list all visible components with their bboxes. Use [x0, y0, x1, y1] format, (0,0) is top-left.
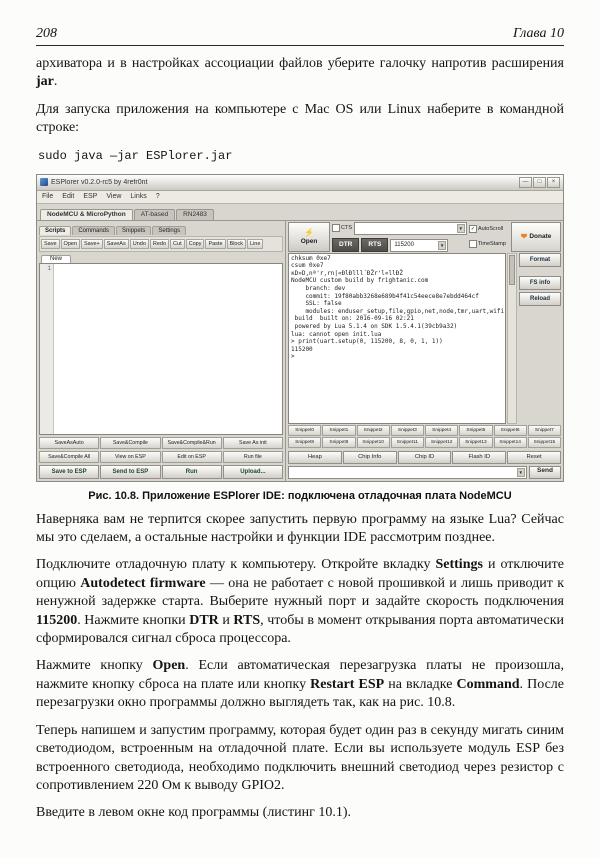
snippet-button[interactable]: Snippet15: [528, 437, 561, 448]
snippet-button[interactable]: Snippet8: [288, 437, 321, 448]
toolbar-button[interactable]: Copy: [186, 239, 205, 249]
terminal-line: ĸD»D,nª'r,rn|«ÐlÐlll´ÐŽr'l«llÐŽ: [291, 269, 403, 277]
scrollbar-thumb[interactable]: [509, 255, 515, 285]
snippet-button[interactable]: Snippet3: [391, 425, 424, 436]
window-control-button[interactable]: □: [533, 177, 546, 188]
text: Введите в левом окне код программы (листинг 10.1).: [36, 805, 352, 821]
terminal-line: powered by Lua 5.1.4 on SDK 1.5.4.1(39cb9a32): [291, 322, 458, 330]
send-row: [288, 466, 561, 479]
chevron-down-icon: ▼: [518, 469, 523, 475]
text: архиватора и в настройках ассоциации файлов уберите галочку напротив расширения: [36, 56, 564, 71]
terminal-line: csum 0xe7: [291, 262, 324, 270]
snippet-button[interactable]: Snippet4: [425, 425, 458, 436]
snippet-button[interactable]: Snippet0: [288, 425, 321, 436]
reload-button[interactable]: Reload: [519, 292, 561, 306]
donate-label: Donate: [529, 233, 552, 241]
bold-text: RTS: [233, 612, 261, 628]
code-editor[interactable]: [39, 263, 283, 435]
paragraph-3: [36, 511, 564, 548]
timestamp-label: TimeStamp: [478, 241, 506, 248]
menu-item[interactable]: File: [42, 193, 54, 201]
tab-nodemcu-micropython[interactable]: NodeMCU & MicroPython: [40, 209, 133, 220]
snippet-button[interactable]: Snippet6: [494, 425, 527, 436]
text: — она не работает с новой прошивкой и лишь приводит к ненужной задержке старта. Выберите нужный порт и задайте скорость подключения: [36, 575, 565, 610]
snippet-button[interactable]: Snippet2: [357, 425, 390, 436]
tab-at-based[interactable]: AT-based: [134, 209, 175, 220]
toolbar-button[interactable]: Redo: [150, 239, 169, 249]
file-tab-new[interactable]: New: [41, 255, 71, 263]
terminal-line: SSL: false: [291, 300, 342, 308]
terminal-options: [469, 222, 509, 252]
autoscroll-label: AutoScroll: [478, 226, 504, 233]
script-button[interactable]: Save&Compile: [100, 437, 160, 449]
editor-subtabs: [39, 222, 283, 235]
bold-text: Command: [456, 676, 520, 692]
text: . После перезагрузки окно программы должно выглядеть так, как на рис. 10.8.: [36, 676, 564, 711]
bold-text: Settings: [435, 557, 483, 573]
text: Нажмите кнопку: [36, 658, 153, 674]
bold-text: DTR: [189, 612, 219, 628]
toolbar-button[interactable]: Save: [41, 239, 60, 249]
main-tabs: [37, 204, 563, 221]
script-button[interactable]: Run file: [223, 451, 283, 463]
action-button[interactable]: Run: [162, 465, 222, 479]
terminal-area: [288, 253, 561, 424]
autoscroll-checkbox[interactable]: [469, 225, 509, 233]
figure-caption: Рис. 10.8. Приложение ESPlorer IDE: подключена отладочная плата NodeMCU: [88, 489, 512, 502]
text: Теперь напишем и запустим программу, которая будет один раз в секунду мигать синим светодиодом, встроенным на отладочной плате. Если вы используете модуль ESP без встроенного светодиода, необходимо подключить внешний светодиод через резистор с сопротивлением 220 Ом к выводу GPIO2.: [36, 722, 564, 793]
bold-text: 115200: [36, 612, 78, 628]
script-button[interactable]: Save&Compile All: [39, 451, 99, 463]
bold-text: Autodetect firmware: [80, 575, 206, 591]
terminal-line: branch: dev: [291, 285, 346, 292]
text: . Если автоматическая перезагрузка платы не произошла, нажмите кнопку сброса на плате или кнопку: [36, 658, 565, 692]
open-port-button[interactable]: [288, 222, 330, 252]
action-button[interactable]: Send to ESP: [100, 465, 160, 479]
script-button[interactable]: Edit on ESP: [162, 451, 222, 463]
snippet-button[interactable]: Snippet5: [459, 425, 492, 436]
paragraph-5: [36, 657, 564, 712]
paragraph-7: [36, 804, 564, 822]
window-control-button[interactable]: —: [519, 177, 532, 188]
terminal-scrollbar[interactable]: [507, 253, 517, 424]
port-row: [332, 222, 467, 235]
serial-controls: [288, 222, 561, 252]
menu-item[interactable]: Edit: [62, 193, 75, 201]
chip-command-button[interactable]: Chip ID: [398, 451, 452, 464]
script-button[interactable]: Save&Compile&Run: [162, 437, 222, 449]
baud-select[interactable]: [390, 239, 448, 252]
chip-command-buttons: [288, 451, 561, 464]
text: на вкладке: [384, 676, 457, 692]
terminal-line: commit: 19f80abb3268e689b4f41c54eece8e7ebdd464cf: [291, 292, 479, 300]
chip-command-button[interactable]: Heap: [288, 451, 342, 464]
action-button[interactable]: Save to ESP: [39, 465, 99, 479]
tab-scripts[interactable]: Scripts: [39, 226, 71, 235]
autoscroll-checkbox-box: ✓: [470, 226, 476, 233]
edit-area[interactable]: [54, 264, 282, 434]
chevron-down-icon: ▼: [439, 242, 445, 248]
script-buttons-row-1: [39, 437, 283, 449]
terminal-line: chksum 0xe7: [291, 254, 331, 262]
terminal-line: > print(uart.setup(0, 115200, 8, 0, 1, 1)): [291, 338, 443, 346]
snippet-buttons-row-2: [288, 437, 561, 448]
menu-item[interactable]: View: [106, 193, 122, 201]
snippet-button[interactable]: Snippet12: [425, 437, 458, 448]
paragraph-6: [36, 722, 564, 796]
toolbar-button[interactable]: Block: [227, 239, 246, 249]
baud-row: [332, 239, 467, 252]
timestamp-checkbox[interactable]: [469, 240, 509, 248]
tab-settings[interactable]: Settings: [152, 226, 186, 235]
chapter-title: Глава 10: [513, 26, 564, 41]
snippet-button[interactable]: Snippet9: [322, 437, 355, 448]
text: .: [53, 74, 58, 90]
snippet-button[interactable]: Snippet10: [357, 437, 390, 448]
snippet-button[interactable]: Snippet14: [494, 437, 527, 448]
esplorer-window: [37, 175, 563, 481]
terminal-line: 115200: [291, 345, 313, 353]
editor-toolbar: [39, 236, 283, 252]
toolbar-button[interactable]: SaveAs: [104, 239, 129, 249]
rts-button[interactable]: RTS: [361, 238, 388, 252]
snippet-button[interactable]: Snippet13: [459, 437, 492, 448]
paragraph-4: [36, 556, 564, 648]
terminal-line: lua: cannot open init.lua: [291, 330, 382, 338]
terminal-pane: [286, 221, 563, 481]
page-number: 208: [36, 26, 57, 41]
snippet-button[interactable]: Snippet7: [528, 425, 561, 436]
format-button[interactable]: Format: [519, 253, 561, 267]
baud-select-value: 115200: [394, 242, 414, 249]
bold-text: jar: [36, 74, 54, 90]
side-gap: [519, 269, 561, 274]
chevron-down-icon: ▼: [458, 225, 463, 231]
snippet-button[interactable]: Snippet11: [391, 437, 424, 448]
action-button[interactable]: Upload...: [223, 465, 283, 479]
figure-screenshot: [36, 174, 564, 482]
heart-icon: ❤: [520, 232, 528, 242]
port-select[interactable]: [354, 222, 467, 235]
tab-snippets[interactable]: Snippets: [116, 226, 151, 235]
terminal-line: build built on: 2016-09-16 02:21: [291, 315, 414, 323]
tab-rn2483[interactable]: RN2483: [176, 209, 214, 220]
snippet-button[interactable]: Snippet1: [322, 425, 355, 436]
window-control-button[interactable]: ×: [547, 177, 560, 188]
text: , чтобы в момент открывания порта автоматически сформировался сигнал сброса процессора.: [36, 612, 564, 647]
text: и: [218, 612, 234, 628]
file-tabs: [39, 253, 283, 263]
menu-item[interactable]: Links: [130, 193, 147, 201]
send-button[interactable]: Send: [529, 466, 561, 479]
chip-command-button[interactable]: Reset: [507, 451, 561, 464]
window-controls: [518, 177, 560, 188]
toolbar-button[interactable]: Line: [247, 239, 263, 249]
editor-pane: [37, 221, 286, 481]
text: Для запуска приложения на компьютере с Mac OS или Linux наберите в командной строке:: [36, 101, 564, 136]
text: Подключите отладочную плату к компьютеру. Откройте вкладку: [36, 557, 436, 573]
terminal-side-buttons: [517, 253, 561, 424]
app-icon: [40, 178, 48, 186]
terminal-line: >: [291, 353, 299, 361]
bold-text: Restart ESP: [310, 676, 385, 692]
terminal-line: NodeMCU custom build by frightanic.com: [291, 277, 429, 285]
menu-item[interactable]: ESP: [83, 193, 98, 201]
dtr-button[interactable]: DTR: [332, 238, 359, 252]
open-port-label: Open: [300, 237, 318, 245]
terminal-line: modules: enduser_setup,file,gpio,net,node,tmr,uart,wifi: [291, 307, 505, 315]
script-buttons-row-2: [39, 451, 283, 463]
text: Наверняка вам не терпится скорее запустить первую программу на языке Lua? Сейчас мы это сделаем, а остальные настройки и функции IDE рассмотрим позднее.: [36, 511, 564, 546]
toolbar-button[interactable]: Save+: [81, 239, 103, 249]
line-number-gutter: 1: [40, 264, 54, 434]
script-button[interactable]: SaveAsAuto: [39, 437, 99, 449]
snippet-buttons-row-1: [288, 425, 561, 436]
serial-terminal[interactable]: [288, 253, 506, 424]
running-header: [36, 26, 564, 46]
text: . Нажмите кнопки: [77, 612, 190, 628]
timestamp-checkbox-box: [469, 240, 477, 248]
script-button[interactable]: Save As init: [223, 437, 283, 449]
toolbar-button[interactable]: Open: [61, 239, 80, 249]
port-settings: [332, 222, 467, 252]
cts-checkbox-box: [332, 224, 340, 232]
plug-icon: ⚡: [304, 227, 314, 237]
command-input[interactable]: [288, 466, 527, 479]
editor-action-buttons: [39, 465, 283, 479]
menu-item[interactable]: ?: [155, 193, 160, 201]
bold-text: Open: [152, 658, 186, 674]
cts-label: CTS: [341, 225, 352, 232]
command-line-code: sudo java —jar ESPlorer.jar: [38, 148, 233, 163]
paragraph-2: [36, 101, 564, 138]
menu-bar: [37, 191, 563, 204]
window-titlebar[interactable]: [37, 175, 563, 191]
donate-button[interactable]: [511, 222, 561, 252]
window-content: [37, 221, 563, 481]
tab-commands[interactable]: Commands: [72, 226, 115, 235]
toolbar-button[interactable]: Cut: [170, 239, 185, 249]
cts-checkbox[interactable]: [332, 224, 352, 232]
toolbar-button[interactable]: Undo: [130, 239, 149, 249]
window-title: ESPlorer v0.2.0-rc5 by 4refr0nt: [51, 178, 148, 186]
chip-command-button[interactable]: Flash ID: [452, 451, 506, 464]
fs-info-button[interactable]: FS info: [519, 276, 561, 290]
text: и отключите опцию: [36, 557, 564, 591]
toolbar-button[interactable]: Paste: [205, 239, 225, 249]
script-button[interactable]: View on ESP: [100, 451, 160, 463]
paragraph-1: [36, 55, 564, 92]
chip-command-button[interactable]: Chip Info: [343, 451, 397, 464]
